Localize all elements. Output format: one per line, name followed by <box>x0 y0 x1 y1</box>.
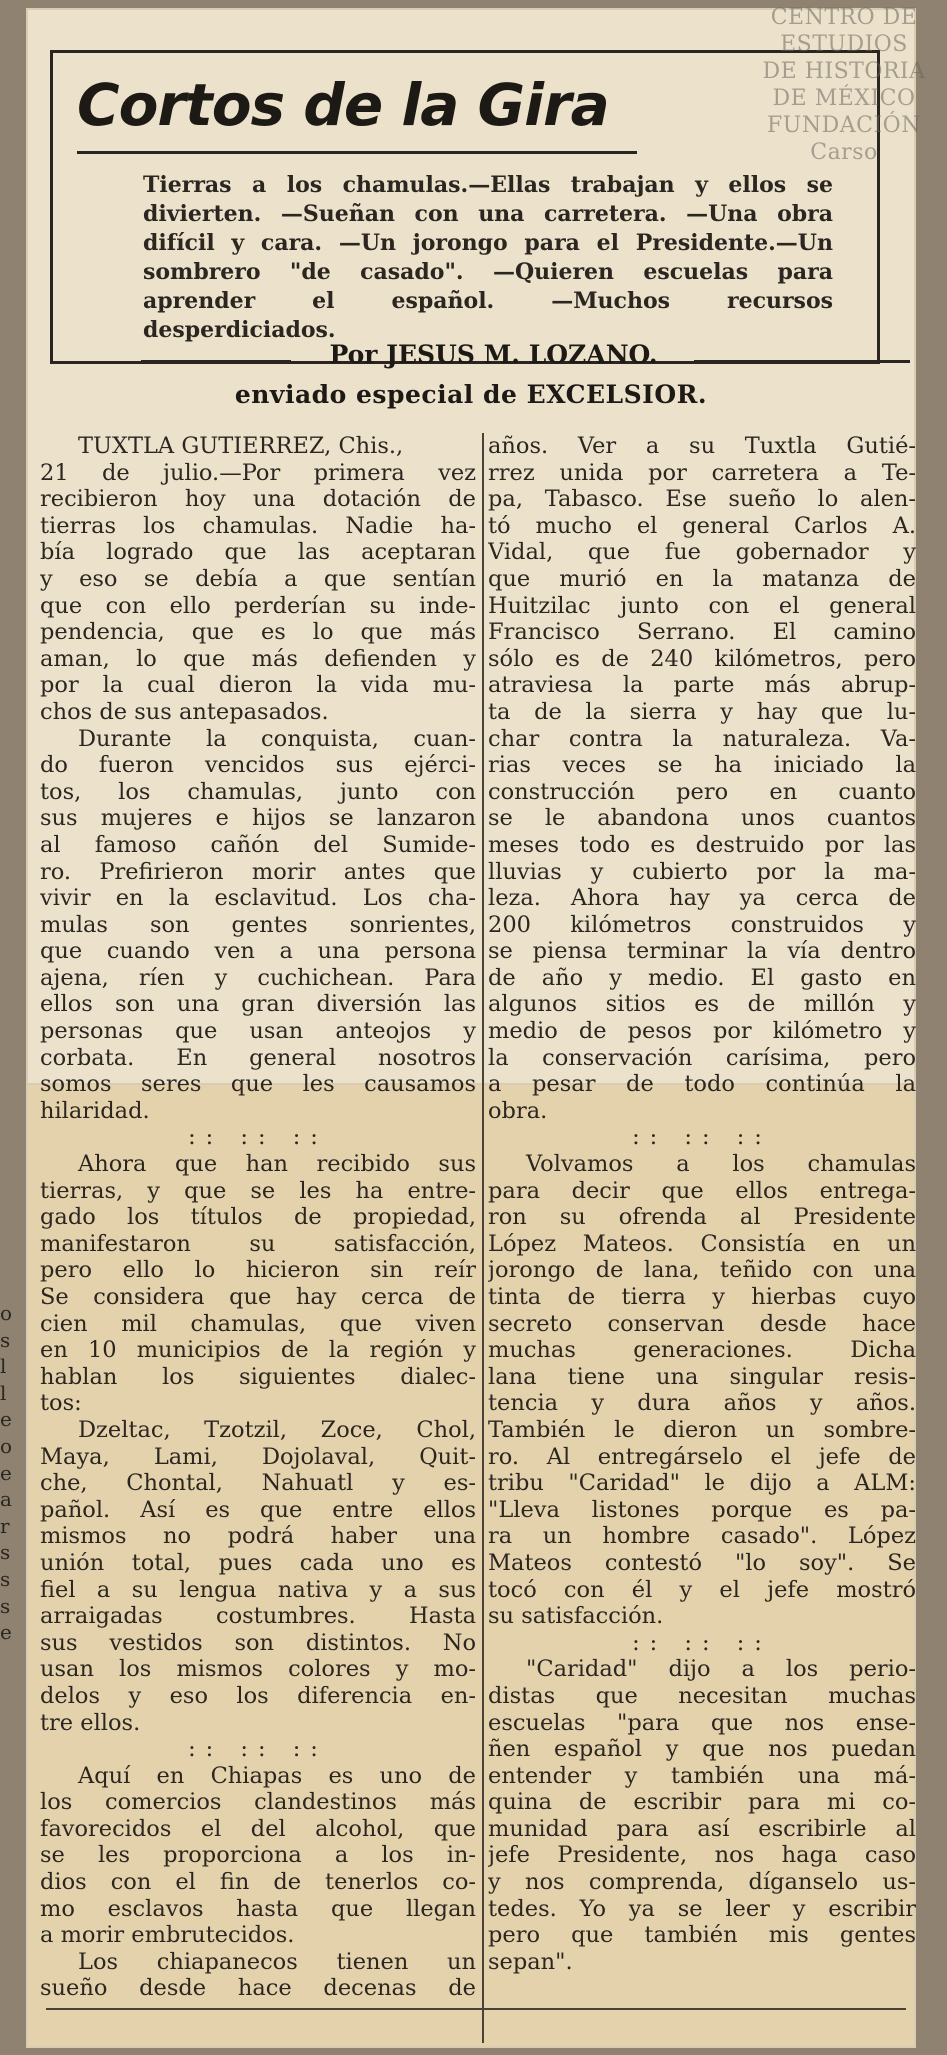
text-line: sólo es de 240 kilómetros, pero <box>488 645 916 672</box>
newspaper-clipping <box>26 8 916 2048</box>
text-line: chos de sus antepasados. <box>40 698 329 725</box>
margin-letter: s <box>0 1327 11 1352</box>
text-line: López Mateos. Consistía en un <box>488 1230 916 1257</box>
section-separator: :: :: :: <box>188 1736 328 1763</box>
text-line: somos seres que les causamos <box>40 1071 476 1098</box>
watermark-line: FUNDACIÓN <box>767 113 921 138</box>
text-line: sus mujeres e hijos se lanzaron <box>40 805 476 832</box>
text-line: a pesar de todo continúa la <box>488 1071 916 1098</box>
text-line: sueño desde hace decenas de <box>40 1975 476 2002</box>
text-line: aman, lo que más defienden y <box>40 645 476 672</box>
text-line: También le dieron un sombre- <box>488 1416 916 1443</box>
text-line: lana tiene una singular resis- <box>488 1363 916 1390</box>
text-line: tos, los chamulas, junto con <box>40 778 476 805</box>
text-line: Ahora que han recibido sus <box>78 1151 476 1178</box>
text-line: recibieron hoy una dotación de <box>40 486 476 513</box>
text-line: por la cual dieron la vida mu- <box>40 672 476 699</box>
article-title: Cortos de la Gira <box>77 71 609 139</box>
text-line: tierras, y que se les ha entre- <box>40 1177 476 1204</box>
right-column <box>488 433 916 1975</box>
text-line: corbata. En general nosotros <box>40 1044 476 1071</box>
text-line: obra. <box>488 1097 548 1124</box>
text-line: leza. Ahora hay ya cerca de <box>488 885 916 912</box>
text-line: ñen español y que nos puedan <box>488 1736 916 1763</box>
text-line: pañol. Así es que entre ellos <box>40 1496 476 1523</box>
text-line: "Caridad" dijo a los perio- <box>526 1656 916 1683</box>
column-divider <box>482 433 484 2043</box>
text-line: gado los títulos de propiedad, <box>40 1204 476 1231</box>
text-line: Durante la conquista, cuan- <box>78 725 476 752</box>
text-line: Mateos contestó "lo soy". Se <box>488 1549 916 1576</box>
text-line: "Lleva listones porque es pa- <box>488 1496 916 1523</box>
watermark-line: ESTUDIOS <box>780 32 908 57</box>
text-line: para decir que ellos entrega- <box>488 1177 916 1204</box>
text-line: Dzeltac, Tzotzil, Zoce, Chol, <box>78 1416 476 1443</box>
text-line: ellos son una gran diversión las <box>40 991 476 1018</box>
text-line: distas que necesitan muchas <box>488 1682 916 1709</box>
text-line: secreto conservan desde hace <box>488 1310 916 1337</box>
watermark-line: CENTRO DE <box>770 5 918 30</box>
text-line: pero ello lo hicieron sin reír <box>40 1257 476 1284</box>
text-line: tinta de tierra y hierbas cuyo <box>488 1284 916 1310</box>
margin-letter: s <box>0 1593 11 1618</box>
envoy-line: enviado especial de EXCELSIOR. <box>234 380 708 409</box>
text-line: y nos comprenda, díganselo us- <box>488 1869 916 1896</box>
text-line: usan los mismos colores y mo- <box>40 1656 476 1683</box>
text-line: ron su ofrenda al Presidente <box>488 1204 916 1231</box>
text-line: que cuando ven a una persona <box>40 938 476 965</box>
text-line: algunos sitios es de millón y <box>488 991 916 1018</box>
margin-fragment-letters <box>0 1300 20 1646</box>
text-line: ro. Al entregárselo el jefe de <box>488 1443 916 1470</box>
text-line: do fueron vencidos sus ejérci- <box>40 752 476 779</box>
text-line: manifestaron su satisfacción, <box>40 1230 476 1257</box>
text-line: sepan". <box>488 1948 573 1975</box>
text-line: fiel a su lengua nativa y a sus <box>40 1576 476 1603</box>
margin-letter: o <box>0 1301 13 1325</box>
text-line: TUXTLA GUTIERREZ, Chis., <box>78 433 404 459</box>
text-line: se le abandona unos cuantos <box>488 805 916 832</box>
text-line: tribu "Caridad" le dijo a ALM: <box>488 1470 916 1497</box>
text-line: Volvamos a los chamulas <box>526 1151 916 1178</box>
text-line: char contra la naturaleza. Va- <box>488 725 916 752</box>
text-line: ro. Prefirieron morir antes que <box>40 858 476 885</box>
text-line: y eso se debía a que sentían <box>40 565 476 592</box>
text-line: jefe Presidente, nos haga caso <box>488 1842 916 1869</box>
text-line: rias veces se ha iniciado la <box>488 752 916 779</box>
text-line: Maya, Lami, Dojolaval, Quit- <box>40 1443 476 1470</box>
text-line: mulas son gentes sonrientes, <box>40 911 476 938</box>
text-line: 21 de julio.—Por primera vez <box>40 459 476 486</box>
text-line: pendencia, que es lo que más <box>40 619 476 646</box>
text-line: construcción pero en cuanto <box>488 778 916 805</box>
byline: Por JESUS M. LOZANO. <box>329 340 658 369</box>
text-line: que con ello perderían su inde- <box>40 592 476 619</box>
text-line: que murió en la matanza de <box>488 565 916 592</box>
section-separator: :: :: :: <box>188 1124 328 1151</box>
text-line: mismos no podrá haber una <box>40 1523 476 1550</box>
margin-letter: e <box>0 1460 12 1485</box>
text-line: años. Ver a su Tuxtla Gutié- <box>488 433 916 459</box>
text-line: Aquí en Chiapas es uno de <box>78 1762 476 1789</box>
byline-row <box>26 340 916 380</box>
text-line: mo esclavos hasta que llegan <box>40 1895 476 1922</box>
text-line: ta de la sierra y hay que lu- <box>488 698 916 725</box>
text-line: favorecidos el del alcohol, que <box>40 1815 476 1842</box>
text-line: Francisco Serrano. El camino <box>488 619 916 646</box>
text-line: en 10 municipios de la región y <box>40 1337 476 1364</box>
text-line: arraigadas costumbres. Hasta <box>40 1603 476 1630</box>
text-line: cien mil chamulas, que viven <box>40 1310 476 1337</box>
text-line: tos: <box>40 1390 82 1417</box>
text-line: los comercios clandestinos más <box>40 1789 476 1816</box>
text-line: a morir embrutecidos. <box>40 1922 295 1949</box>
text-line: tierras los chamulas. Nadie ha- <box>40 512 476 539</box>
text-line: tocó con él y el jefe mostró <box>488 1576 916 1603</box>
text-line: meses todo es destruido por las <box>488 831 916 858</box>
left-column <box>40 433 476 2002</box>
margin-letter: o <box>0 1433 13 1458</box>
text-line: pero que también mis gentes <box>488 1922 916 1949</box>
text-line: Vidal, que fue gobernador y <box>488 539 916 566</box>
text-line: sus vestidos son distintos. No <box>40 1629 476 1656</box>
margin-letter: l <box>0 1380 7 1405</box>
text-line: dios con el fin de tenerlos co- <box>40 1869 476 1896</box>
text-line: al famoso cañón del Sumide- <box>40 831 476 858</box>
text-line: ajena, ríen y cuchichean. Para <box>40 964 476 991</box>
section-separator: :: :: :: <box>632 1629 772 1656</box>
text-line: tedes. Yo ya se leer y escribir <box>488 1895 916 1922</box>
text-line: pa, Tabasco. Ese sueño lo alen- <box>488 486 916 513</box>
text-line: quina de escribir para mi co- <box>488 1789 916 1816</box>
text-line: de año y medio. El gasto en <box>488 964 916 991</box>
watermark-line: DE HISTORIA <box>762 59 926 84</box>
bottom-rule <box>46 2008 906 2010</box>
text-line: medio de pesos por kilómetro y <box>488 1018 916 1045</box>
text-line: munidad para así escribirle al <box>488 1815 916 1842</box>
article-summary: Tierras a los chamulas.—Ellas trabajan y ellos se divierten. —Sueñan con una carretera. —Una obra difícil y cara. —Un jorongo para el Presidente.—Un sombrero "de casado". —Quieren escuelas para aprender el español. —Muchos recursos desperdiciados. <box>143 172 833 343</box>
text-line: personas que usan anteojos y <box>40 1018 476 1045</box>
text-line: tre ellos. <box>40 1709 141 1736</box>
text-line: ra un hombre casado". López <box>488 1523 916 1550</box>
text-line: hilaridad. <box>40 1097 150 1124</box>
text-line: hablan los siguientes dialec- <box>40 1363 476 1390</box>
text-line: entender y también una má- <box>488 1762 916 1789</box>
text-line: tó mucho el general Carlos A. <box>488 512 916 539</box>
margin-letter: e <box>0 1407 12 1432</box>
byline-rule-left <box>141 360 291 363</box>
watermark-line: DE MÉXICO <box>772 86 916 111</box>
text-line: Se considera que hay cerca de <box>40 1284 476 1310</box>
watermark-line: Carso <box>810 140 878 165</box>
text-line: lluvias y cubierto por la ma- <box>488 858 916 885</box>
text-line: delos y eso los diferencia en- <box>40 1682 476 1709</box>
text-line: bía logrado que las aceptaran <box>40 539 476 566</box>
margin-letter: l <box>0 1354 7 1379</box>
section-separator: :: :: :: <box>632 1124 772 1151</box>
text-line: muchas generaciones. Dicha <box>488 1337 916 1364</box>
text-line: se les proporciona a los in- <box>40 1842 476 1869</box>
margin-letter: s <box>0 1540 11 1565</box>
byline-rule-right <box>694 360 910 363</box>
text-line: unión total, pues cada uno es <box>40 1549 476 1576</box>
margin-letter: s <box>0 1566 11 1591</box>
title-underline <box>77 151 637 154</box>
text-line: jorongo de lana, teñido con una <box>488 1257 916 1284</box>
text-line: tencia y dura años y años. <box>488 1390 916 1417</box>
text-line: 200 kilómetros construidos y <box>488 911 916 938</box>
margin-letter: a <box>0 1487 12 1512</box>
text-line: la conservación carísima, pero <box>488 1044 916 1071</box>
archive-watermark <box>749 4 939 166</box>
text-line: se piensa terminar la vía dentro <box>488 938 916 965</box>
text-line: Los chiapanecos tienen un <box>78 1948 476 1975</box>
text-line: rrez unida por carretera a Te- <box>488 459 916 486</box>
margin-letter: r <box>0 1513 10 1538</box>
text-line: su satisfacción. <box>488 1603 664 1630</box>
text-line: escuelas "para que nos ense- <box>488 1709 916 1736</box>
text-line: atraviesa la parte más abrup- <box>488 672 916 699</box>
text-line: vivir en la esclavitud. Los cha- <box>40 885 476 912</box>
margin-letter: e <box>0 1620 12 1645</box>
text-line: che, Chontal, Nahuatl y es- <box>40 1470 476 1497</box>
text-line: Huitzilac junto con el general <box>488 592 916 619</box>
